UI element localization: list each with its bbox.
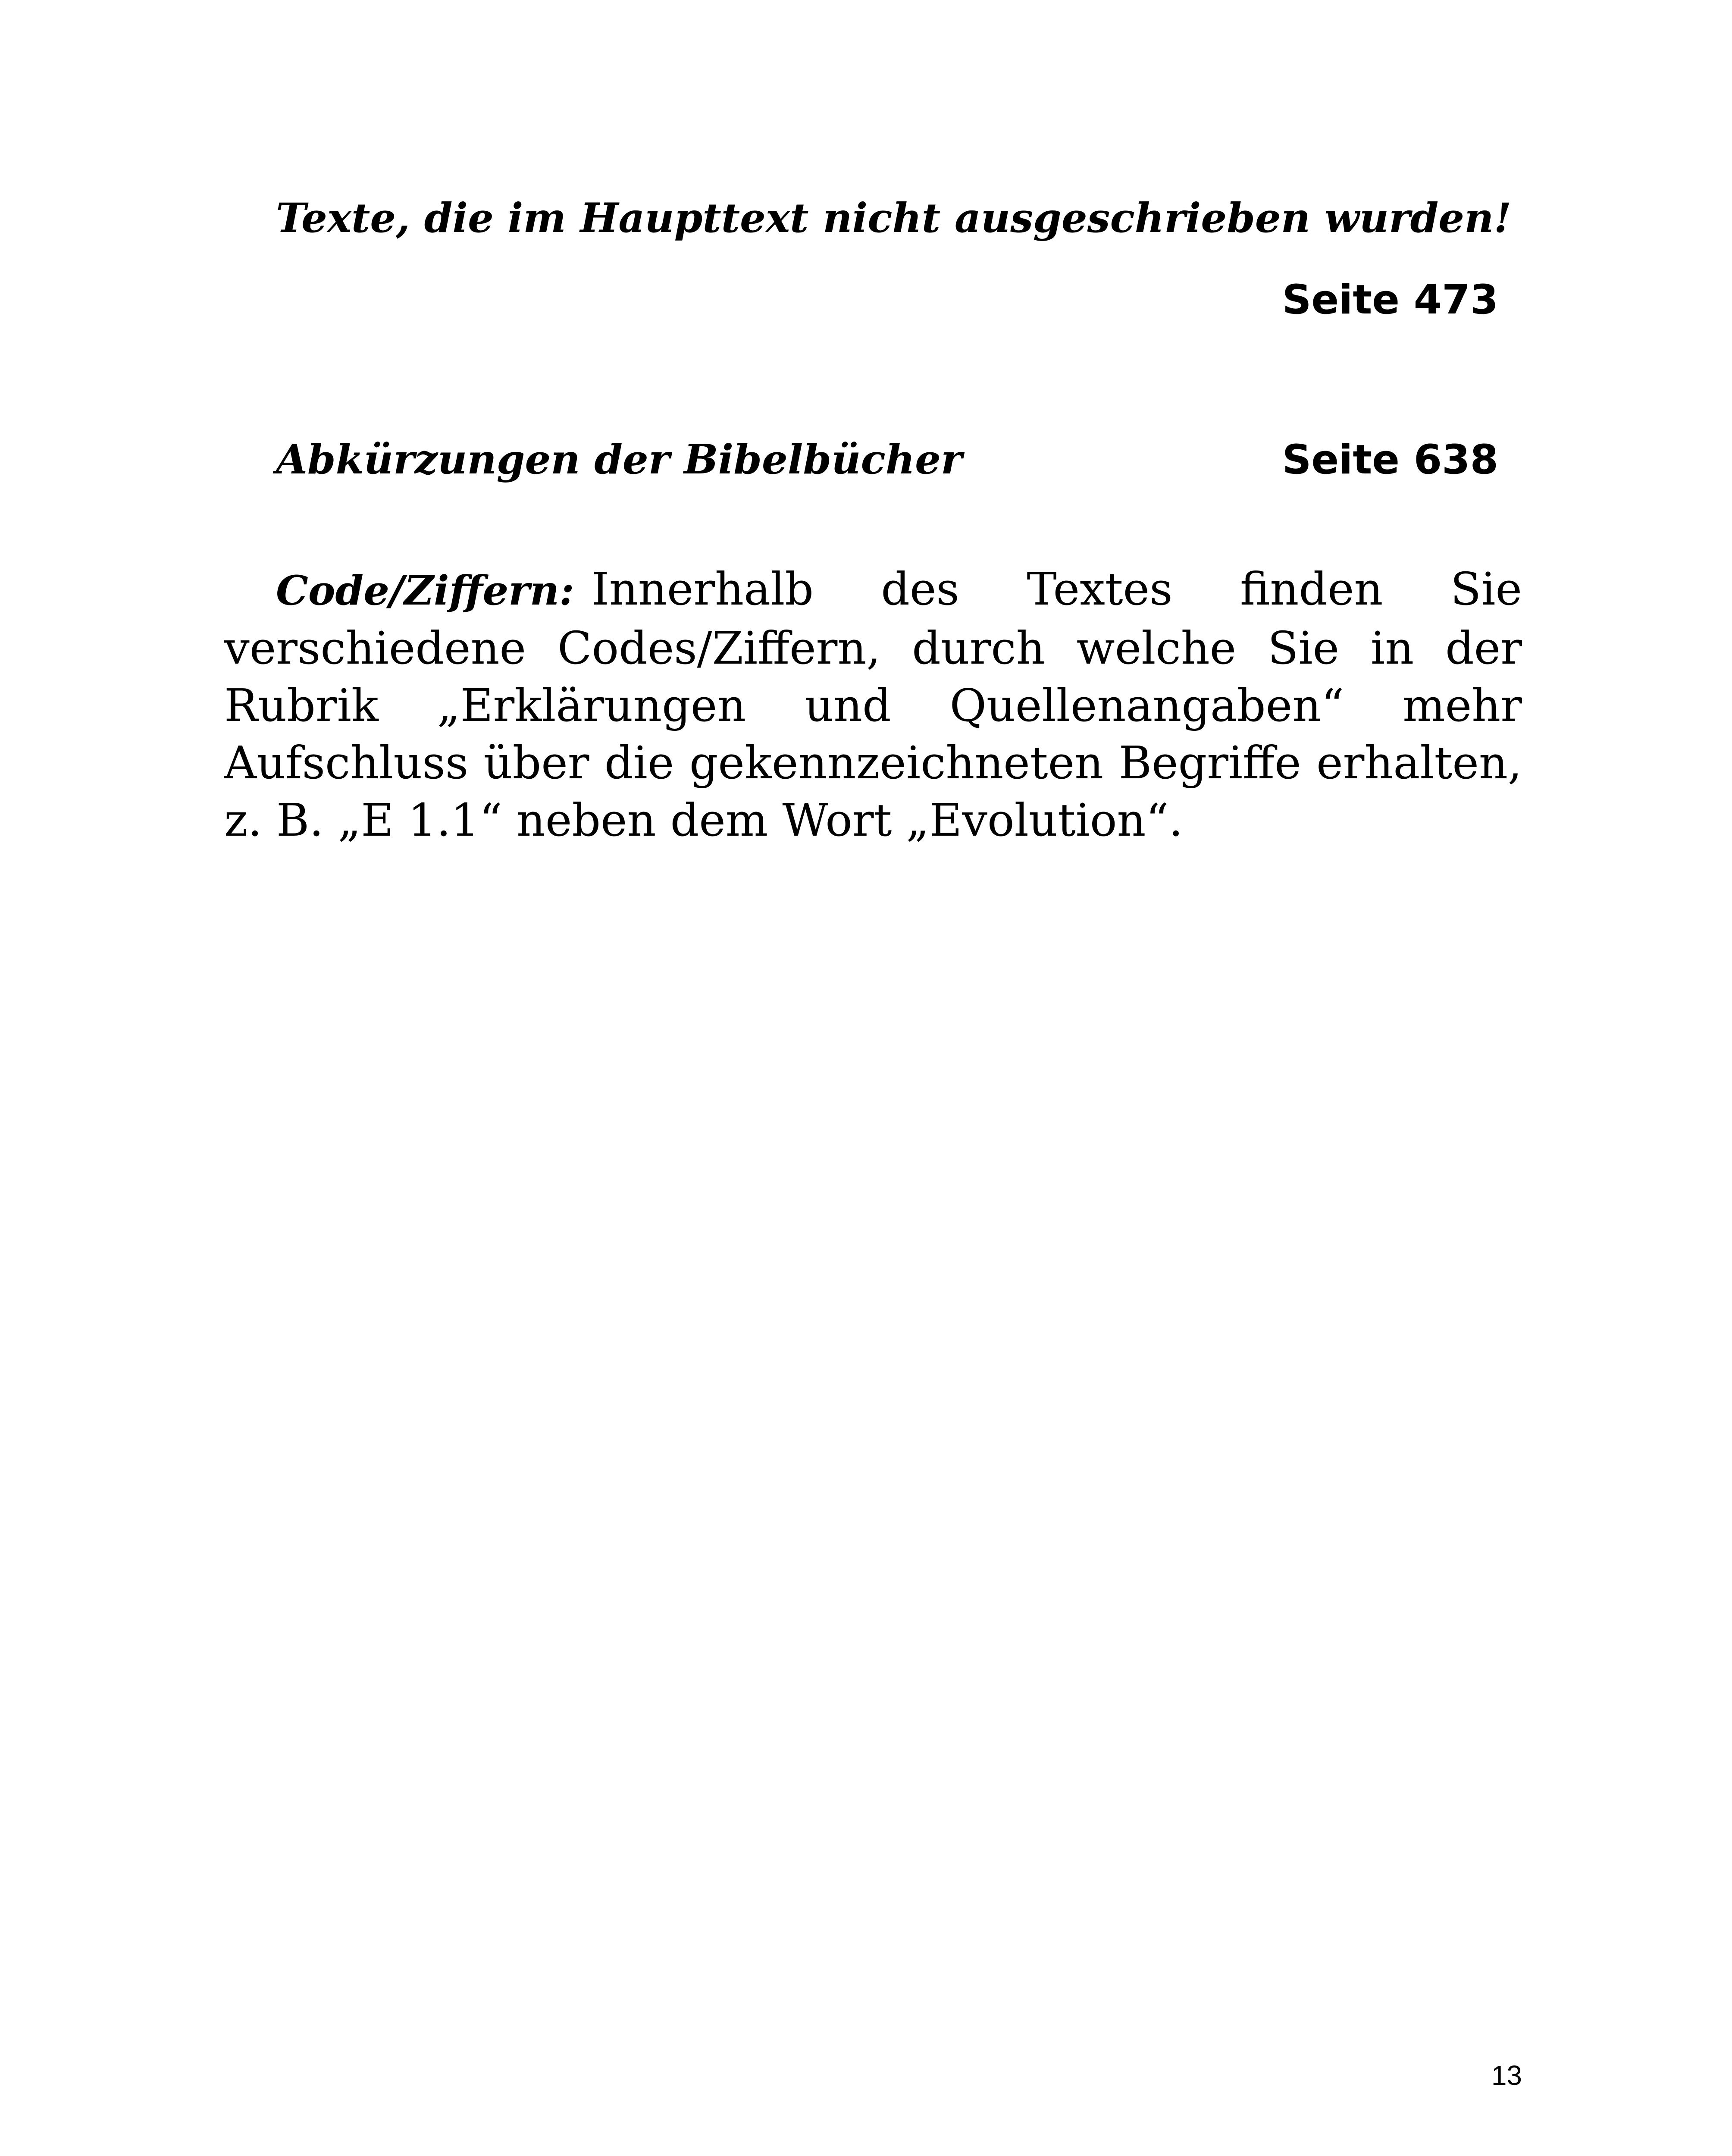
code-explanation-text: Innerhalb des Textes finden Sie verschiedene Codes/Ziffern, durch welche Sie in der Rubrik „Erklärungen und Quellenangaben“ mehr Aufschluss über die gekennzeichneten Begriffe erhalten, z. B. „E 1.1“ neben dem Wort „Evolution“. (224, 563, 1522, 846)
toc-entry-page-reference: Seite 638 (1282, 436, 1498, 483)
section-heading: Texte, die im Haupttext nicht ausgeschrieben wurden! (276, 194, 1512, 242)
toc-entry (276, 436, 1498, 485)
heading-page-reference: Seite 473 (1282, 276, 1498, 323)
code-explanation-paragraph (224, 561, 1522, 849)
page-number: 13 (1491, 2060, 1522, 2091)
code-term: Code/Ziffern: (276, 567, 574, 614)
toc-entry-label: Abkürzungen der Bibelbücher (276, 436, 962, 483)
